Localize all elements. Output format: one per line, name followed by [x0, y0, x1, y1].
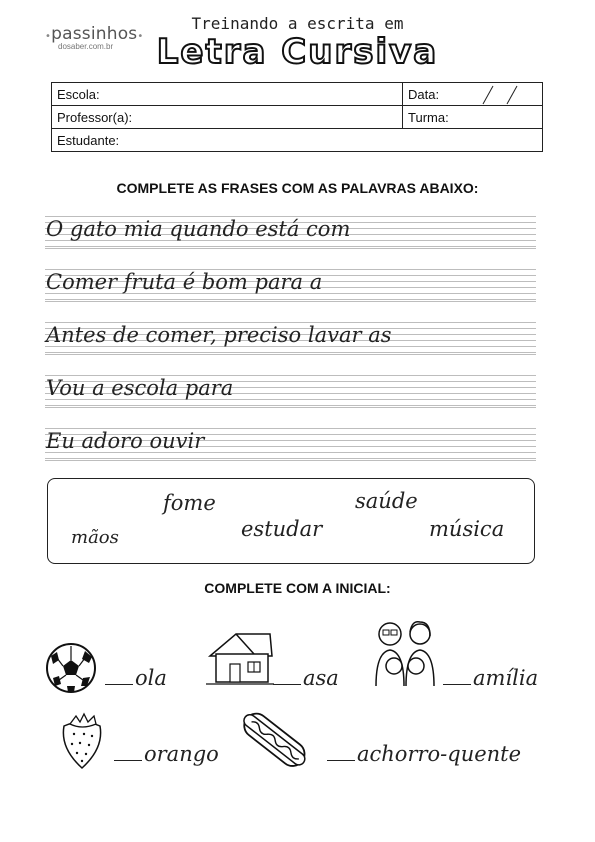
page-subtitle: Treinando a escrita em [191, 14, 404, 33]
suffix-3: amília [473, 666, 539, 690]
sentence-1: O gato mia quando está com [46, 217, 351, 241]
teacher-field[interactable] [52, 106, 403, 129]
class-field[interactable] [403, 106, 543, 129]
soccer-ball-icon [45, 642, 97, 694]
blank-5[interactable] [327, 760, 355, 761]
word-item-1 [105, 666, 167, 690]
strawberry-icon [58, 712, 106, 770]
school-field[interactable] [52, 83, 403, 106]
word-saude: saúde [355, 489, 418, 513]
student-info-table [51, 82, 543, 152]
word-musica: música [429, 517, 505, 541]
student-field[interactable] [52, 129, 543, 152]
word-maos: mãos [71, 527, 119, 548]
word-bank [47, 478, 535, 564]
suffix-2: asa [303, 666, 339, 690]
page-title: Letra Cursiva [156, 32, 439, 72]
date-slashes [465, 84, 525, 106]
sentence-2: Comer fruta é bom para a [46, 270, 323, 294]
section1-instruction: COMPLETE AS FRASES COM AS PALAVRAS ABAIXO: [116, 180, 479, 196]
logo-site: dosaber.com.br [58, 42, 114, 51]
section2-instruction: COMPLETE COM A INICIAL: [204, 580, 391, 596]
word-item-5 [327, 742, 521, 766]
school-label: Escola: [57, 86, 100, 102]
word-fome: fome [163, 491, 216, 515]
teacher-label: Professor(a): [57, 109, 133, 125]
student-label: Estudante: [57, 132, 120, 148]
sentence-3: Antes de comer, preciso lavar as [46, 323, 392, 347]
hot-dog-icon [238, 706, 312, 772]
blank-3[interactable] [443, 684, 471, 685]
word-item-4 [114, 742, 219, 766]
house-icon [206, 630, 274, 686]
sentence-5: Eu adoro ouvir [46, 429, 205, 453]
class-label: Turma: [408, 109, 449, 125]
logo-brand: •passinhos• [45, 24, 144, 44]
suffix-4: orango [144, 742, 219, 766]
date-label: Data: [408, 86, 440, 102]
word-item-3 [443, 666, 538, 690]
word-item-2 [273, 666, 339, 690]
blank-4[interactable] [114, 760, 142, 761]
word-estudar: estudar [241, 517, 323, 541]
sentence-4: Vou a escola para [46, 376, 234, 400]
suffix-1: ola [135, 666, 167, 690]
date-field[interactable] [403, 83, 543, 106]
blank-2[interactable] [273, 684, 301, 685]
suffix-5: achorro-quente [357, 742, 522, 766]
blank-1[interactable] [105, 684, 133, 685]
family-icon [370, 616, 440, 688]
